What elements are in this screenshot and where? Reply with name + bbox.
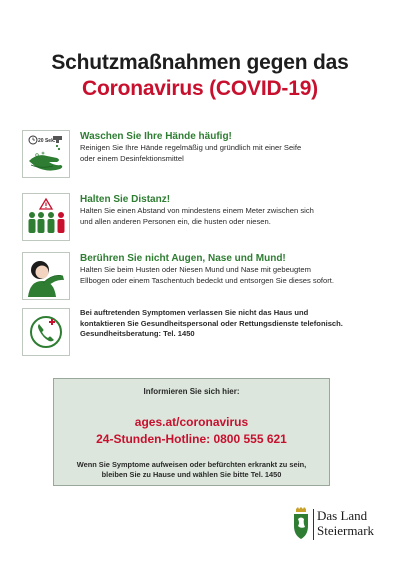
handwash-icon — [22, 130, 70, 178]
info-intro: Informieren Sie sich hier: — [143, 387, 240, 396]
measure-heading: Halten Sie Distanz! — [80, 194, 171, 205]
measure-heading: Berühren Sie nicht Augen, Nase und Mund! — [80, 253, 286, 264]
info-link[interactable]: ages.at/coronavirus — [134, 415, 249, 429]
measure-call — [22, 308, 382, 356]
measure-text-line: Halten Sie einen Abstand von mindestens einem Meter zwischen sich — [80, 206, 314, 215]
measure-distance — [22, 193, 382, 241]
info-note-line: bleiben Sie zu Hause und wählen Sie bitte Tel. 1450 — [101, 470, 282, 479]
measure-text-line: kontaktieren Sie Gesundheitspersonal oder Rettungsdienste telefonisch. — [80, 318, 343, 328]
measure-handwashing — [22, 130, 382, 178]
distance-icon — [22, 193, 70, 241]
logo-line-2: Steiermark — [317, 523, 375, 538]
info-box — [53, 378, 330, 486]
info-note-line: Wenn Sie Symptome aufweisen oder befürchten erkrankt zu sein, — [76, 460, 307, 469]
phone-icon — [22, 308, 70, 356]
timer-label: 20 Sek. — [38, 138, 56, 144]
measure-text-line: Bei auftretenden Symptomen verlassen Sie nicht das Haus und — [80, 308, 309, 317]
page-title — [0, 50, 400, 102]
measure-text-line: Reinigen Sie Ihre Hände regelmäßig und gründlich mit einer Seife — [80, 143, 302, 152]
hotline-text: 24-Stunden-Hotline: 0800 555 621 — [96, 432, 287, 446]
steiermark-logo — [291, 505, 381, 543]
measure-text-line: Ellbogen oder einem Taschentuch bedeckt und entsorgen Sie dieses sofort. — [80, 275, 334, 285]
title-line-1: Schutzmaßnahmen gegen das — [51, 51, 349, 74]
coat-of-arms-icon — [291, 506, 311, 542]
measure-text-line: oder einem Desinfektionsmittel — [80, 153, 184, 163]
title-line-2: Coronavirus (COVID-19) — [82, 77, 318, 100]
logo-line-1: Das Land — [317, 508, 368, 523]
measure-no-touch — [22, 252, 382, 300]
measure-text-line: Gesundheitsberatung: Tel. 1450 — [80, 329, 195, 338]
sneeze-icon — [22, 252, 70, 300]
info-note — [54, 460, 329, 480]
logo-divider — [313, 509, 314, 540]
measure-text-line: und allen anderen Personen ein, die husten oder niesen. — [80, 216, 271, 226]
measure-text-line: Halten Sie beim Husten oder Niesen Mund und Nase mit gebeugtem — [80, 265, 311, 274]
measure-heading: Waschen Sie Ihre Hände häufig! — [80, 131, 232, 142]
